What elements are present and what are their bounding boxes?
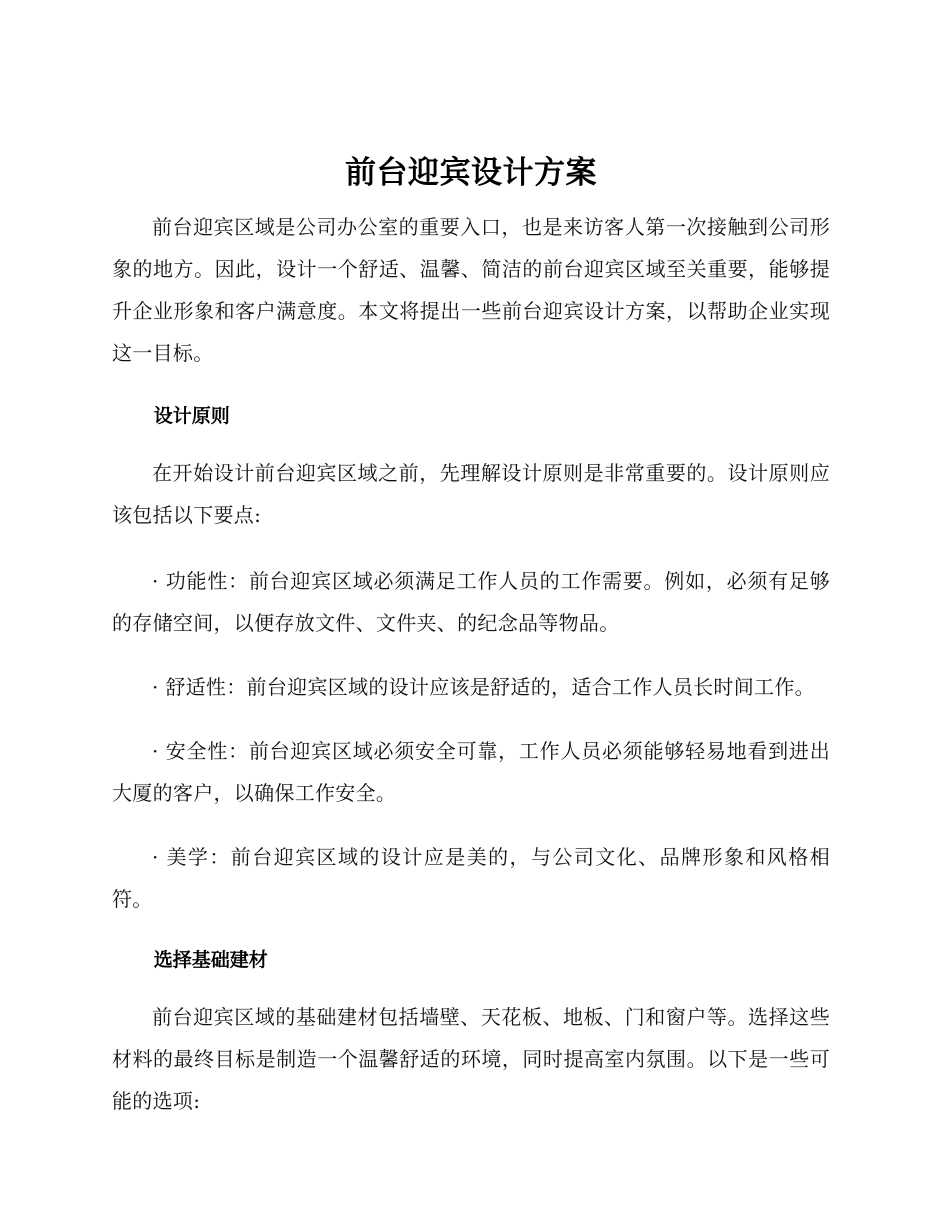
document-title: 前台迎宾设计方案 bbox=[345, 155, 597, 191]
bullet-comfort: · 舒适性：前台迎宾区域的设计应该是舒适的，适合工作人员长时间工作。 bbox=[152, 675, 815, 699]
design-principles-paragraph: 在开始设计前台迎宾区域之前，先理解设计原则是非常重要的。设计原则应该包括以下要点: bbox=[112, 461, 830, 527]
bullet-aesthetics: · 美学：前台迎宾区域的设计应是美的，与公司文化、品牌形象和风格相符。 bbox=[112, 845, 830, 911]
bullet-functionality: · 功能性：前台迎宾区域必须满足工作人员的工作需要。例如，必须有足够的存储空间，以便存放文件、文件夹、的纪念品等物品。 bbox=[112, 569, 830, 635]
bullet-safety: · 安全性：前台迎宾区域必须安全可靠，工作人员必须能够轻易地看到进出大厦的客户，以确保工作安全。 bbox=[112, 739, 830, 805]
section-heading-design-principles: 设计原则 bbox=[153, 405, 230, 427]
materials-paragraph: 前台迎宾区域的基础建材包括墙壁、天花板、地板、门和窗户等。选择这些材料的最终目标是制造一个温馨舒适的环境，同时提高室内氛围。以下是一些可能的选项: bbox=[112, 1005, 830, 1113]
section-heading-materials: 选择基础建材 bbox=[153, 949, 268, 971]
intro-paragraph: 前台迎宾区域是公司办公室的重要入口，也是来访客人第一次接触到公司形象的地方。因此，设计一个舒适、温馨、简洁的前台迎宾区域至关重要，能够提升企业形象和客户满意度。本文将提出一些前台迎宾设计方案，以帮助企业实现这一目标。 bbox=[112, 215, 830, 365]
document-content bbox=[112, 148, 830, 1146]
